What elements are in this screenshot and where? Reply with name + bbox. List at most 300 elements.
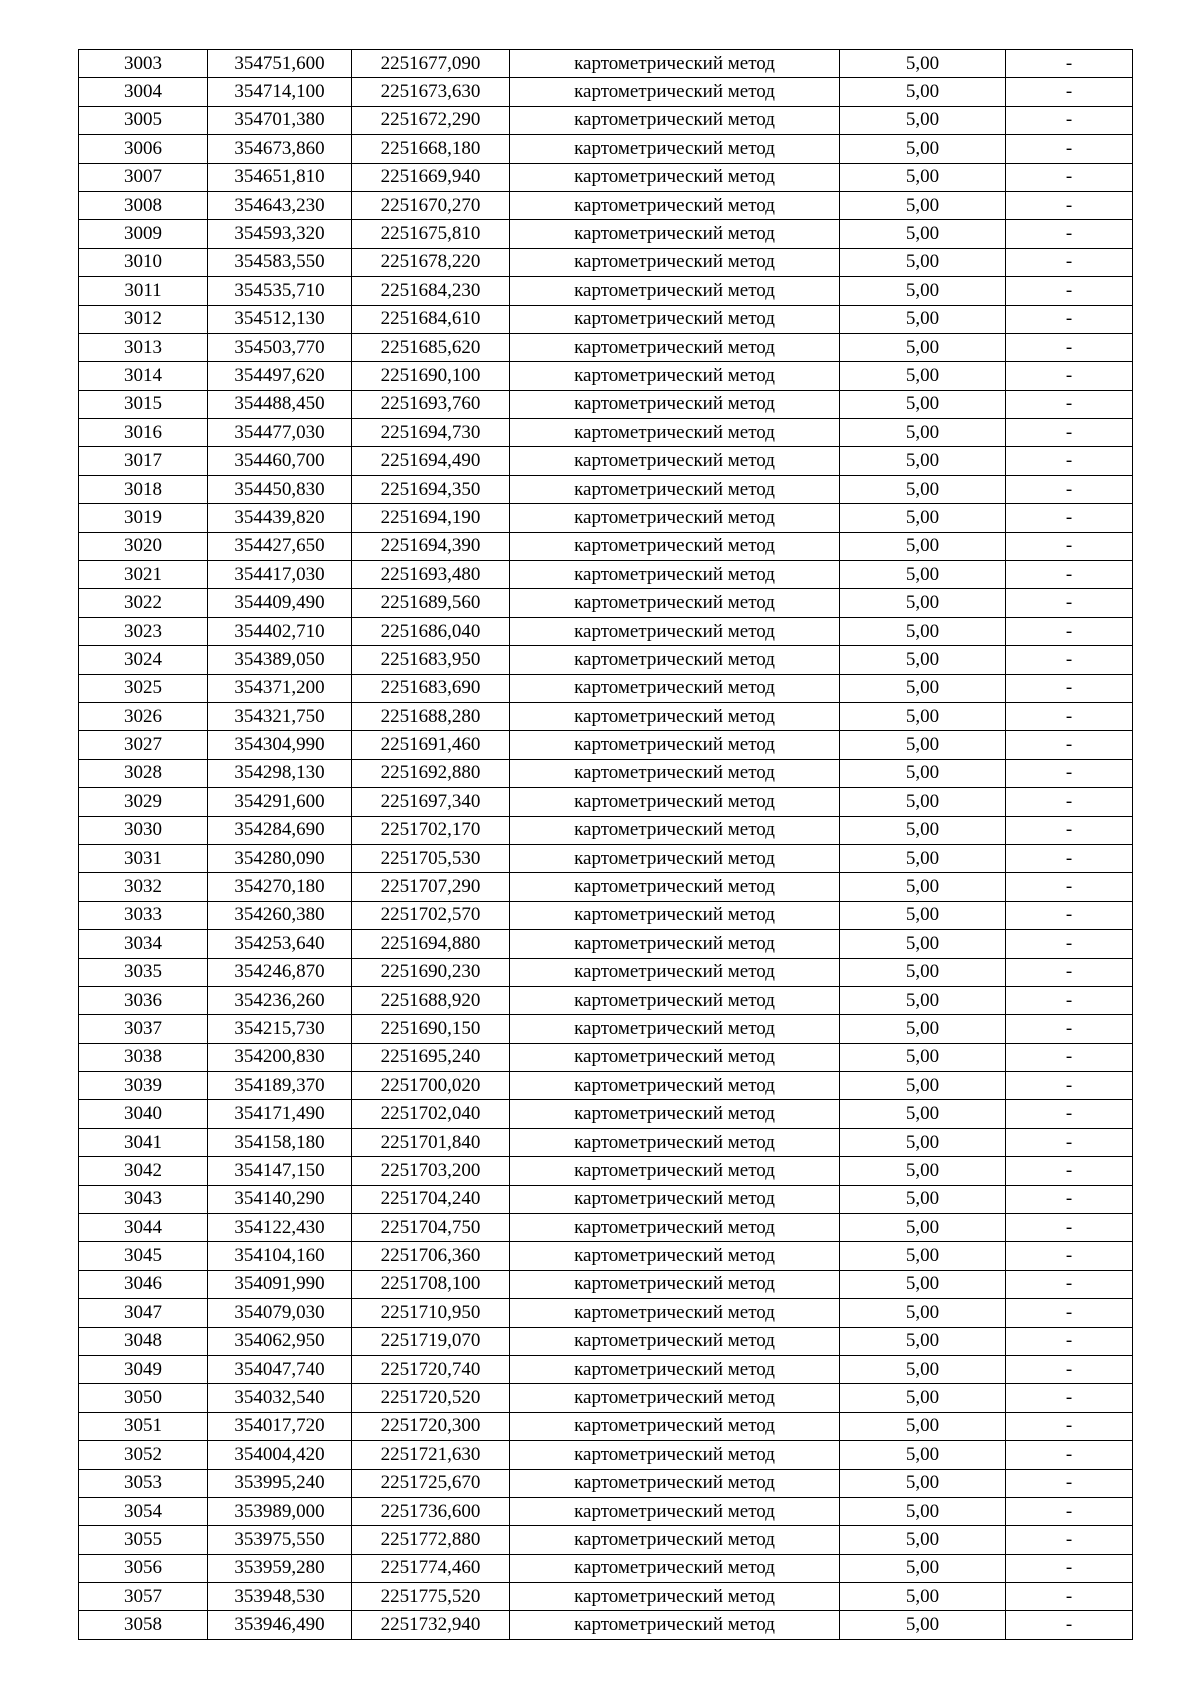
accuracy-cell: 5,00: [840, 674, 1006, 702]
table-row: [79, 1299, 1133, 1327]
x-coordinate-cell: 354593,320: [208, 220, 352, 248]
accuracy-cell: 5,00: [840, 1242, 1006, 1270]
method-cell: картометрический метод: [510, 1185, 840, 1213]
x-coordinate-cell: 354253,640: [208, 930, 352, 958]
note-cell: -: [1006, 1412, 1133, 1440]
note-cell: -: [1006, 163, 1133, 191]
note-cell: -: [1006, 589, 1133, 617]
note-cell: -: [1006, 901, 1133, 929]
method-cell: картометрический метод: [510, 277, 840, 305]
point-number-cell: 3028: [79, 759, 208, 787]
table-row: [79, 1128, 1133, 1156]
accuracy-cell: 5,00: [840, 50, 1006, 78]
point-number-cell: 3033: [79, 901, 208, 929]
y-coordinate-cell: 2251694,190: [352, 504, 510, 532]
y-coordinate-cell: 2251697,340: [352, 788, 510, 816]
table-row: [79, 362, 1133, 390]
note-cell: -: [1006, 1526, 1133, 1554]
x-coordinate-cell: 354701,380: [208, 106, 352, 134]
point-number-cell: 3023: [79, 617, 208, 645]
note-cell: -: [1006, 333, 1133, 361]
point-number-cell: 3056: [79, 1554, 208, 1582]
method-cell: картометрический метод: [510, 1015, 840, 1043]
y-coordinate-cell: 2251732,940: [352, 1611, 510, 1639]
table-row: [79, 1497, 1133, 1525]
method-cell: картометрический метод: [510, 816, 840, 844]
table-row: [79, 873, 1133, 901]
method-cell: картометрический метод: [510, 731, 840, 759]
note-cell: -: [1006, 1072, 1133, 1100]
y-coordinate-cell: 2251683,690: [352, 674, 510, 702]
method-cell: картометрический метод: [510, 163, 840, 191]
point-number-cell: 3057: [79, 1583, 208, 1611]
method-cell: картометрический метод: [510, 702, 840, 730]
method-cell: картометрический метод: [510, 1355, 840, 1383]
method-cell: картометрический метод: [510, 617, 840, 645]
note-cell: -: [1006, 475, 1133, 503]
table-row: [79, 220, 1133, 248]
x-coordinate-cell: 354122,430: [208, 1214, 352, 1242]
table-row: [79, 930, 1133, 958]
method-cell: картометрический метод: [510, 1242, 840, 1270]
accuracy-cell: 5,00: [840, 759, 1006, 787]
y-coordinate-cell: 2251693,480: [352, 561, 510, 589]
point-number-cell: 3029: [79, 788, 208, 816]
note-cell: -: [1006, 958, 1133, 986]
y-coordinate-cell: 2251684,230: [352, 277, 510, 305]
y-coordinate-cell: 2251672,290: [352, 106, 510, 134]
method-cell: картометрический метод: [510, 1157, 840, 1185]
point-number-cell: 3046: [79, 1270, 208, 1298]
point-number-cell: 3009: [79, 220, 208, 248]
x-coordinate-cell: 354714,100: [208, 78, 352, 106]
table-row: [79, 986, 1133, 1014]
method-cell: картометрический метод: [510, 1611, 840, 1639]
accuracy-cell: 5,00: [840, 362, 1006, 390]
accuracy-cell: 5,00: [840, 305, 1006, 333]
method-cell: картометрический метод: [510, 1072, 840, 1100]
accuracy-cell: 5,00: [840, 504, 1006, 532]
table-row: [79, 844, 1133, 872]
point-number-cell: 3007: [79, 163, 208, 191]
point-number-cell: 3045: [79, 1242, 208, 1270]
x-coordinate-cell: 354417,030: [208, 561, 352, 589]
y-coordinate-cell: 2251668,180: [352, 135, 510, 163]
method-cell: картометрический метод: [510, 220, 840, 248]
x-coordinate-cell: 354260,380: [208, 901, 352, 929]
coordinates-table: [78, 49, 1133, 1640]
point-number-cell: 3041: [79, 1128, 208, 1156]
note-cell: -: [1006, 191, 1133, 219]
method-cell: картометрический метод: [510, 447, 840, 475]
method-cell: картометрический метод: [510, 1214, 840, 1242]
accuracy-cell: 5,00: [840, 561, 1006, 589]
y-coordinate-cell: 2251704,240: [352, 1185, 510, 1213]
accuracy-cell: 5,00: [840, 1526, 1006, 1554]
accuracy-cell: 5,00: [840, 106, 1006, 134]
note-cell: -: [1006, 419, 1133, 447]
method-cell: картометрический метод: [510, 532, 840, 560]
method-cell: картометрический метод: [510, 589, 840, 617]
note-cell: -: [1006, 930, 1133, 958]
note-cell: -: [1006, 986, 1133, 1014]
note-cell: -: [1006, 1128, 1133, 1156]
method-cell: картометрический метод: [510, 191, 840, 219]
point-number-cell: 3031: [79, 844, 208, 872]
table-row: [79, 759, 1133, 787]
table-row: [79, 1072, 1133, 1100]
note-cell: -: [1006, 362, 1133, 390]
x-coordinate-cell: 354450,830: [208, 475, 352, 503]
y-coordinate-cell: 2251691,460: [352, 731, 510, 759]
method-cell: картометрический метод: [510, 504, 840, 532]
point-number-cell: 3008: [79, 191, 208, 219]
note-cell: -: [1006, 1583, 1133, 1611]
point-number-cell: 3038: [79, 1043, 208, 1071]
accuracy-cell: 5,00: [840, 1441, 1006, 1469]
y-coordinate-cell: 2251701,840: [352, 1128, 510, 1156]
accuracy-cell: 5,00: [840, 78, 1006, 106]
note-cell: -: [1006, 1441, 1133, 1469]
point-number-cell: 3037: [79, 1015, 208, 1043]
y-coordinate-cell: 2251695,240: [352, 1043, 510, 1071]
note-cell: -: [1006, 1384, 1133, 1412]
note-cell: -: [1006, 1554, 1133, 1582]
x-coordinate-cell: 354004,420: [208, 1441, 352, 1469]
point-number-cell: 3054: [79, 1497, 208, 1525]
method-cell: картометрический метод: [510, 106, 840, 134]
method-cell: картометрический метод: [510, 930, 840, 958]
table-row: [79, 561, 1133, 589]
y-coordinate-cell: 2251708,100: [352, 1270, 510, 1298]
x-coordinate-cell: 354270,180: [208, 873, 352, 901]
x-coordinate-cell: 354215,730: [208, 1015, 352, 1043]
point-number-cell: 3004: [79, 78, 208, 106]
point-number-cell: 3051: [79, 1412, 208, 1440]
point-number-cell: 3011: [79, 277, 208, 305]
point-number-cell: 3010: [79, 248, 208, 276]
method-cell: картометрический метод: [510, 78, 840, 106]
note-cell: -: [1006, 532, 1133, 560]
table-row: [79, 248, 1133, 276]
accuracy-cell: 5,00: [840, 702, 1006, 730]
x-coordinate-cell: 353989,000: [208, 1497, 352, 1525]
point-number-cell: 3015: [79, 390, 208, 418]
accuracy-cell: 5,00: [840, 958, 1006, 986]
table-row: [79, 646, 1133, 674]
y-coordinate-cell: 2251678,220: [352, 248, 510, 276]
accuracy-cell: 5,00: [840, 475, 1006, 503]
note-cell: -: [1006, 1299, 1133, 1327]
point-number-cell: 3032: [79, 873, 208, 901]
point-number-cell: 3053: [79, 1469, 208, 1497]
y-coordinate-cell: 2251670,270: [352, 191, 510, 219]
point-number-cell: 3047: [79, 1299, 208, 1327]
accuracy-cell: 5,00: [840, 1355, 1006, 1383]
y-coordinate-cell: 2251669,940: [352, 163, 510, 191]
table-row: [79, 702, 1133, 730]
table-row: [79, 277, 1133, 305]
accuracy-cell: 5,00: [840, 163, 1006, 191]
y-coordinate-cell: 2251675,810: [352, 220, 510, 248]
method-cell: картометрический метод: [510, 958, 840, 986]
y-coordinate-cell: 2251720,300: [352, 1412, 510, 1440]
point-number-cell: 3039: [79, 1072, 208, 1100]
note-cell: -: [1006, 1355, 1133, 1383]
x-coordinate-cell: 354062,950: [208, 1327, 352, 1355]
table-row: [79, 816, 1133, 844]
accuracy-cell: 5,00: [840, 844, 1006, 872]
note-cell: -: [1006, 1043, 1133, 1071]
x-coordinate-cell: 354104,160: [208, 1242, 352, 1270]
point-number-cell: 3034: [79, 930, 208, 958]
point-number-cell: 3044: [79, 1214, 208, 1242]
table-row: [79, 1554, 1133, 1582]
table-row: [79, 475, 1133, 503]
note-cell: -: [1006, 504, 1133, 532]
note-cell: -: [1006, 1242, 1133, 1270]
point-number-cell: 3042: [79, 1157, 208, 1185]
accuracy-cell: 5,00: [840, 617, 1006, 645]
y-coordinate-cell: 2251694,490: [352, 447, 510, 475]
x-coordinate-cell: 354389,050: [208, 646, 352, 674]
accuracy-cell: 5,00: [840, 135, 1006, 163]
table-row: [79, 1441, 1133, 1469]
accuracy-cell: 5,00: [840, 1015, 1006, 1043]
method-cell: картометрический метод: [510, 1441, 840, 1469]
method-cell: картометрический метод: [510, 674, 840, 702]
x-coordinate-cell: 354291,600: [208, 788, 352, 816]
y-coordinate-cell: 2251705,530: [352, 844, 510, 872]
y-coordinate-cell: 2251774,460: [352, 1554, 510, 1582]
point-number-cell: 3055: [79, 1526, 208, 1554]
coordinates-table-body: [79, 50, 1133, 1640]
method-cell: картометрический метод: [510, 901, 840, 929]
point-number-cell: 3013: [79, 333, 208, 361]
method-cell: картометрический метод: [510, 986, 840, 1014]
note-cell: -: [1006, 106, 1133, 134]
note-cell: -: [1006, 1270, 1133, 1298]
point-number-cell: 3027: [79, 731, 208, 759]
point-number-cell: 3020: [79, 532, 208, 560]
table-row: [79, 1384, 1133, 1412]
point-number-cell: 3019: [79, 504, 208, 532]
x-coordinate-cell: 354047,740: [208, 1355, 352, 1383]
x-coordinate-cell: 354583,550: [208, 248, 352, 276]
method-cell: картометрический метод: [510, 1128, 840, 1156]
method-cell: картометрический метод: [510, 1327, 840, 1355]
y-coordinate-cell: 2251702,040: [352, 1100, 510, 1128]
note-cell: -: [1006, 305, 1133, 333]
method-cell: картометрический метод: [510, 1299, 840, 1327]
note-cell: -: [1006, 1469, 1133, 1497]
table-row: [79, 50, 1133, 78]
y-coordinate-cell: 2251694,350: [352, 475, 510, 503]
accuracy-cell: 5,00: [840, 277, 1006, 305]
point-number-cell: 3026: [79, 702, 208, 730]
note-cell: -: [1006, 561, 1133, 589]
method-cell: картометрический метод: [510, 419, 840, 447]
accuracy-cell: 5,00: [840, 191, 1006, 219]
method-cell: картометрический метод: [510, 561, 840, 589]
y-coordinate-cell: 2251720,740: [352, 1355, 510, 1383]
point-number-cell: 3024: [79, 646, 208, 674]
accuracy-cell: 5,00: [840, 930, 1006, 958]
table-row: [79, 1242, 1133, 1270]
note-cell: -: [1006, 1100, 1133, 1128]
note-cell: -: [1006, 1497, 1133, 1525]
x-coordinate-cell: 354371,200: [208, 674, 352, 702]
table-row: [79, 390, 1133, 418]
method-cell: картометрический метод: [510, 1270, 840, 1298]
table-row: [79, 674, 1133, 702]
table-row: [79, 106, 1133, 134]
point-number-cell: 3025: [79, 674, 208, 702]
y-coordinate-cell: 2251690,230: [352, 958, 510, 986]
note-cell: -: [1006, 873, 1133, 901]
note-cell: -: [1006, 220, 1133, 248]
x-coordinate-cell: 354298,130: [208, 759, 352, 787]
x-coordinate-cell: 353948,530: [208, 1583, 352, 1611]
y-coordinate-cell: 2251683,950: [352, 646, 510, 674]
accuracy-cell: 5,00: [840, 532, 1006, 560]
accuracy-cell: 5,00: [840, 1214, 1006, 1242]
note-cell: -: [1006, 759, 1133, 787]
table-row: [79, 504, 1133, 532]
y-coordinate-cell: 2251685,620: [352, 333, 510, 361]
table-row: [79, 1100, 1133, 1128]
table-row: [79, 731, 1133, 759]
point-number-cell: 3035: [79, 958, 208, 986]
point-number-cell: 3058: [79, 1611, 208, 1639]
y-coordinate-cell: 2251710,950: [352, 1299, 510, 1327]
x-coordinate-cell: 354402,710: [208, 617, 352, 645]
accuracy-cell: 5,00: [840, 447, 1006, 475]
note-cell: -: [1006, 50, 1133, 78]
method-cell: картометрический метод: [510, 646, 840, 674]
x-coordinate-cell: 354091,990: [208, 1270, 352, 1298]
method-cell: картометрический метод: [510, 50, 840, 78]
table-row: [79, 1327, 1133, 1355]
accuracy-cell: 5,00: [840, 1128, 1006, 1156]
accuracy-cell: 5,00: [840, 1611, 1006, 1639]
y-coordinate-cell: 2251684,610: [352, 305, 510, 333]
table-row: [79, 901, 1133, 929]
accuracy-cell: 5,00: [840, 986, 1006, 1014]
y-coordinate-cell: 2251772,880: [352, 1526, 510, 1554]
y-coordinate-cell: 2251706,360: [352, 1242, 510, 1270]
note-cell: -: [1006, 248, 1133, 276]
y-coordinate-cell: 2251719,070: [352, 1327, 510, 1355]
accuracy-cell: 5,00: [840, 1043, 1006, 1071]
accuracy-cell: 5,00: [840, 731, 1006, 759]
y-coordinate-cell: 2251721,630: [352, 1441, 510, 1469]
table-row: [79, 1526, 1133, 1554]
method-cell: картометрический метод: [510, 873, 840, 901]
x-coordinate-cell: 354246,870: [208, 958, 352, 986]
accuracy-cell: 5,00: [840, 1469, 1006, 1497]
y-coordinate-cell: 2251689,560: [352, 589, 510, 617]
point-number-cell: 3016: [79, 419, 208, 447]
method-cell: картометрический метод: [510, 305, 840, 333]
note-cell: -: [1006, 1214, 1133, 1242]
x-coordinate-cell: 353946,490: [208, 1611, 352, 1639]
table-row: [79, 958, 1133, 986]
accuracy-cell: 5,00: [840, 1554, 1006, 1582]
y-coordinate-cell: 2251694,880: [352, 930, 510, 958]
x-coordinate-cell: 354017,720: [208, 1412, 352, 1440]
x-coordinate-cell: 354512,130: [208, 305, 352, 333]
method-cell: картометрический метод: [510, 248, 840, 276]
x-coordinate-cell: 354079,030: [208, 1299, 352, 1327]
y-coordinate-cell: 2251736,600: [352, 1497, 510, 1525]
x-coordinate-cell: 354236,260: [208, 986, 352, 1014]
note-cell: -: [1006, 702, 1133, 730]
y-coordinate-cell: 2251690,100: [352, 362, 510, 390]
x-coordinate-cell: 354189,370: [208, 1072, 352, 1100]
method-cell: картометрический метод: [510, 475, 840, 503]
point-number-cell: 3005: [79, 106, 208, 134]
y-coordinate-cell: 2251700,020: [352, 1072, 510, 1100]
point-number-cell: 3003: [79, 50, 208, 78]
accuracy-cell: 5,00: [840, 1270, 1006, 1298]
accuracy-cell: 5,00: [840, 1157, 1006, 1185]
x-coordinate-cell: 354439,820: [208, 504, 352, 532]
table-row: [79, 333, 1133, 361]
y-coordinate-cell: 2251693,760: [352, 390, 510, 418]
note-cell: -: [1006, 1327, 1133, 1355]
note-cell: -: [1006, 78, 1133, 106]
method-cell: картометрический метод: [510, 333, 840, 361]
y-coordinate-cell: 2251694,730: [352, 419, 510, 447]
x-coordinate-cell: 354284,690: [208, 816, 352, 844]
x-coordinate-cell: 354409,490: [208, 589, 352, 617]
note-cell: -: [1006, 390, 1133, 418]
x-coordinate-cell: 354643,230: [208, 191, 352, 219]
x-coordinate-cell: 354147,150: [208, 1157, 352, 1185]
y-coordinate-cell: 2251702,570: [352, 901, 510, 929]
y-coordinate-cell: 2251725,670: [352, 1469, 510, 1497]
y-coordinate-cell: 2251707,290: [352, 873, 510, 901]
point-number-cell: 3052: [79, 1441, 208, 1469]
accuracy-cell: 5,00: [840, 1497, 1006, 1525]
point-number-cell: 3017: [79, 447, 208, 475]
accuracy-cell: 5,00: [840, 1583, 1006, 1611]
accuracy-cell: 5,00: [840, 248, 1006, 276]
x-coordinate-cell: 354535,710: [208, 277, 352, 305]
table-row: [79, 788, 1133, 816]
accuracy-cell: 5,00: [840, 1384, 1006, 1412]
accuracy-cell: 5,00: [840, 1412, 1006, 1440]
x-coordinate-cell: 354158,180: [208, 1128, 352, 1156]
x-coordinate-cell: 354200,830: [208, 1043, 352, 1071]
accuracy-cell: 5,00: [840, 390, 1006, 418]
accuracy-cell: 5,00: [840, 1299, 1006, 1327]
method-cell: картометрический метод: [510, 390, 840, 418]
method-cell: картометрический метод: [510, 1526, 840, 1554]
accuracy-cell: 5,00: [840, 589, 1006, 617]
table-row: [79, 1355, 1133, 1383]
table-row: [79, 163, 1133, 191]
point-number-cell: 3043: [79, 1185, 208, 1213]
method-cell: картометрический метод: [510, 844, 840, 872]
accuracy-cell: 5,00: [840, 419, 1006, 447]
accuracy-cell: 5,00: [840, 333, 1006, 361]
note-cell: -: [1006, 844, 1133, 872]
point-number-cell: 3014: [79, 362, 208, 390]
x-coordinate-cell: 354477,030: [208, 419, 352, 447]
table-row: [79, 1611, 1133, 1639]
